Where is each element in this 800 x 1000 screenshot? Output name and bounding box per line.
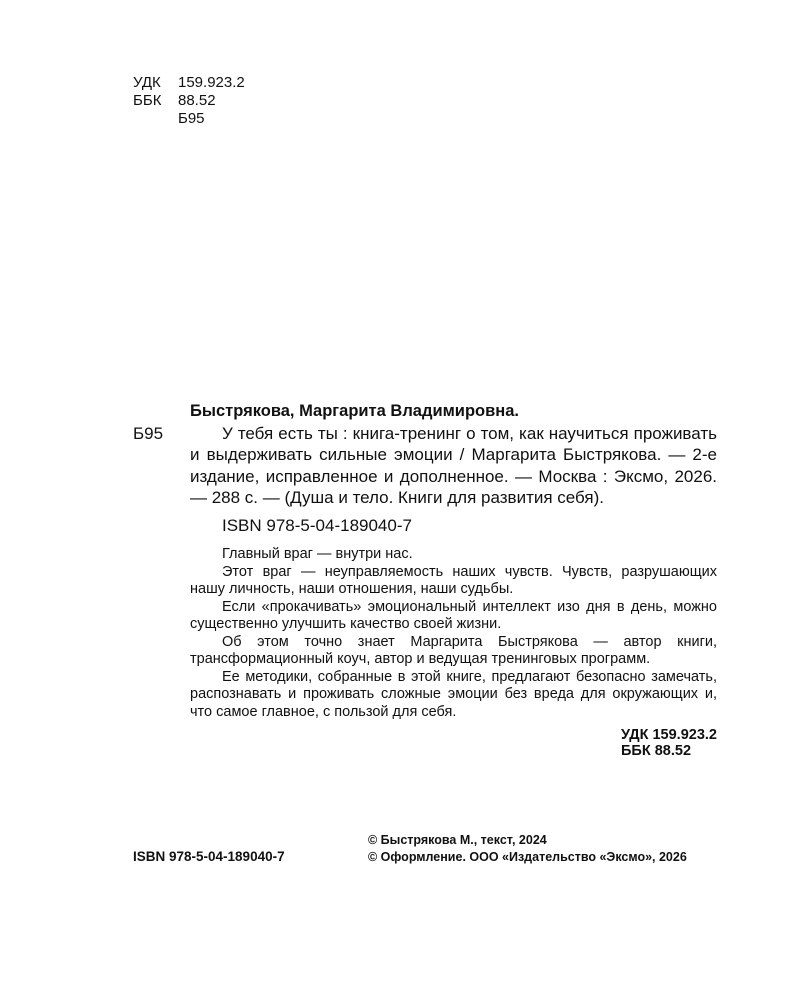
- footer-isbn: ISBN 978-5-04-189040-7: [133, 849, 285, 864]
- record-description: У тебя есть ты : книга-тренинг о том, как научиться проживать и выдерживать сильные эмоции / Маргарита Быстрякова. — 2-е издание, исправленное и дополненное. — Москва : Эксмо, 2026. — 288 с. — (Душа и тело. Книги для развития себя).: [190, 423, 717, 507]
- bottom-bbk: ББК 88.52: [621, 743, 692, 759]
- top-classification: [133, 74, 245, 128]
- udk-label: УДК: [133, 74, 161, 91]
- record-isbn: ISBN 978-5-04-189040-7: [222, 515, 412, 535]
- udk-value: 159.923.2: [178, 74, 245, 91]
- copyright-block: [368, 832, 717, 866]
- bbk-label: ББК: [133, 92, 162, 109]
- copyright-design: © Оформление. ООО «Издательство «Эксмо», 2026: [368, 850, 687, 864]
- copyright-text: © Быстрякова М., текст, 2024: [368, 833, 547, 847]
- bottom-udk: УДК 159.923.2: [621, 727, 717, 743]
- bbk-value: 88.52: [178, 92, 216, 109]
- annotation: [190, 546, 717, 721]
- record-author: Быстрякова, Маргарита Владимировна.: [190, 402, 519, 420]
- author-sign-row: [133, 110, 245, 128]
- bibliographic-record: [133, 401, 717, 759]
- bbk-row: [133, 92, 245, 110]
- record-entry: [133, 423, 717, 509]
- annotation-paragraph: Ее методики, собранные в этой книге, предлагают безопасно замечать, распознавать и проживать сложные эмоции без вреда для окружающих и, что самое главное, с пользой для себя.: [190, 668, 717, 720]
- record-code: Б95: [133, 423, 164, 443]
- bottom-classification: [133, 727, 717, 759]
- annotation-paragraph: Если «прокачивать» эмоциональный интеллект изо дня в день, можно существенно улучшить качество своей жизни.: [190, 598, 717, 632]
- annotation-paragraph: Этот враг — неуправляемость наших чувств. Чувств, разрушающих нашу личность, наши отношения, наши судьбы.: [190, 563, 717, 597]
- annotation-paragraph: Об этом точно знает Маргарита Быстрякова — автор книги, трансформационный коуч, автор и ведущая тренинговых программ.: [190, 633, 717, 667]
- annotation-paragraph: Главный враг — внутри нас.: [222, 546, 413, 562]
- author-sign: Б95: [178, 110, 205, 127]
- udk-row: [133, 74, 245, 92]
